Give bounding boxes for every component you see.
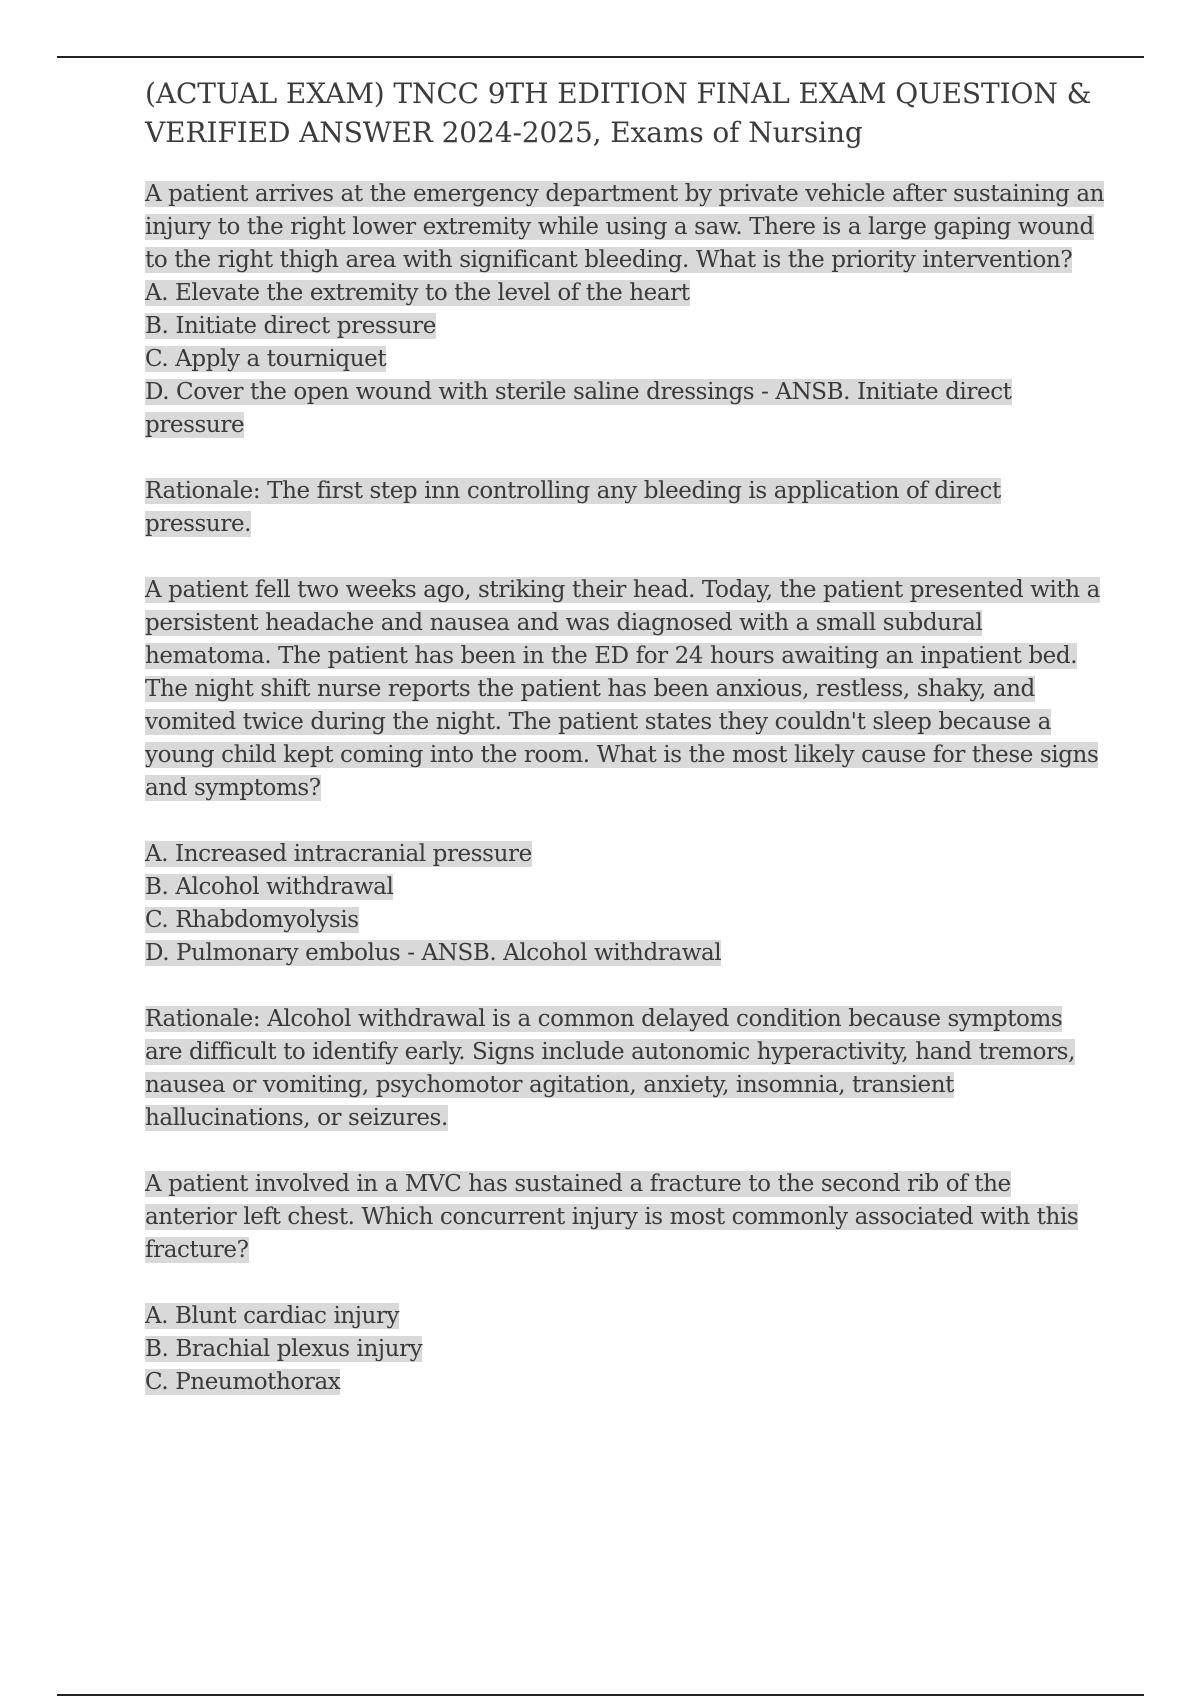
question-1-option-c: C. Apply a tourniquet [145, 346, 387, 372]
document-page [145, 74, 1105, 1399]
document-title [145, 74, 1105, 152]
question-2-rationale: Rationale: Alcohol withdrawal is a common delayed condition because symptoms are difficult to identify early. Signs include autonomic hyperactivity, hand tremors, nausea or vomiting, psychomotor agitation, anxiety, insomnia, transient hallucinations, or seizures. [145, 1006, 1075, 1131]
question-2-option-c: C. Rhabdomyolysis [145, 907, 359, 933]
bottom-rule [57, 1694, 1144, 1696]
question-1-option-a: A. Elevate the extremity to the level of the heart [145, 280, 690, 306]
question-2-option-d: D. Pulmonary embolus - ANSB. Alcohol withdrawal [145, 940, 722, 966]
question-2 [145, 574, 1105, 1135]
top-rule [57, 56, 1144, 58]
title-line-2: VERIFIED ANSWER 2024-2025, Exams of Nursing [145, 116, 863, 149]
question-3-option-a: A. Blunt cardiac injury [145, 1303, 400, 1329]
question-1-stem: A patient arrives at the emergency department by private vehicle after sustaining an injury to the right lower extremity while using a saw. There is a large gaping wound to the right thigh area with significant bleeding. What is the priority intervention? [145, 181, 1105, 273]
question-2-stem: A patient fell two weeks ago, striking their head. Today, the patient presented with a persistent headache and nausea and was diagnosed with a small subdural hematoma. The patient has been in the ED for 24 hours awaiting an inpatient bed. The night shift nurse reports the patient has been anxious, restless, shaky, and vomited twice during the night. The patient states they couldn't sleep because a young child kept coming into the room. What is the most likely cause for these signs and symptoms? [145, 577, 1100, 801]
question-3-stem: A patient involved in a MVC has sustained a fracture to the second rib of the anterior left chest. Which concurrent injury is most commonly associated with this fracture? [145, 1171, 1079, 1263]
question-1-option-b: B. Initiate direct pressure [145, 313, 436, 339]
question-3-option-b: B. Brachial plexus injury [145, 1336, 423, 1362]
question-3-option-c: C. Pneumothorax [145, 1369, 341, 1395]
question-1 [145, 178, 1105, 541]
question-1-rationale: Rationale: The first step inn controlling any bleeding is application of direct pressure. [145, 478, 1001, 537]
question-3 [145, 1168, 1105, 1399]
question-2-option-a: A. Increased intracranial pressure [145, 841, 532, 867]
question-1-option-d: D. Cover the open wound with sterile saline dressings - ANSB. Initiate direct pressure [145, 379, 1012, 438]
question-2-option-b: B. Alcohol withdrawal [145, 874, 394, 900]
title-line-1: (ACTUAL EXAM) TNCC 9TH EDITION FINAL EXAM QUESTION & [145, 77, 1092, 110]
